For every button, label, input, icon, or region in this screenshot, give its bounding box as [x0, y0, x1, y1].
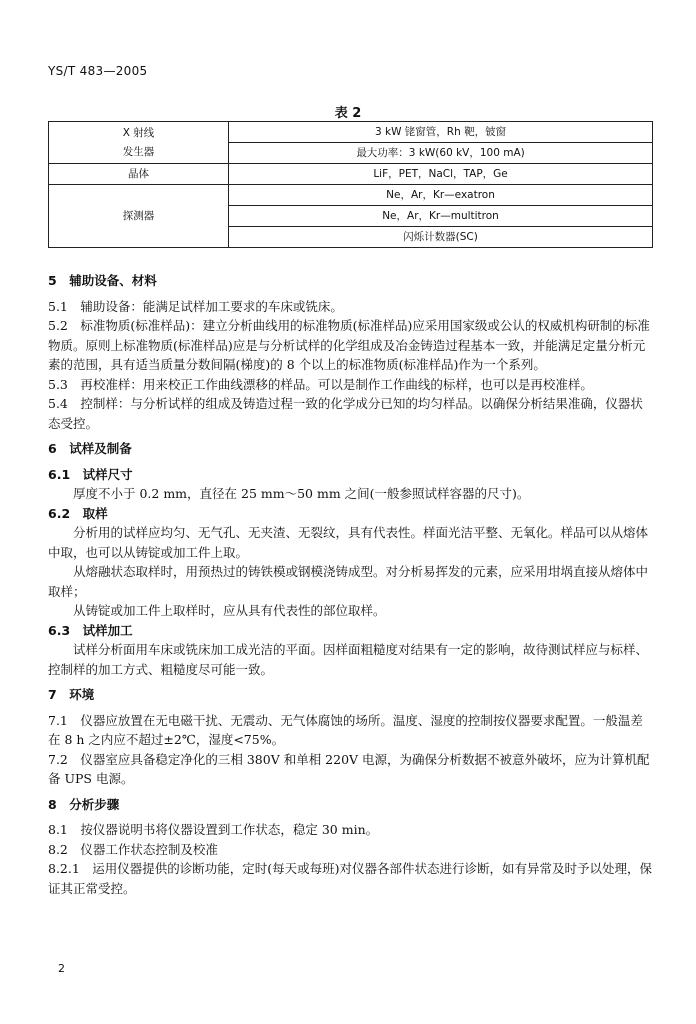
para-5-3: 5.3 再校准样：用来校正工作曲线漂移的样品。可以是制作工作曲线的标样，也可以是再校准样。: [48, 376, 593, 392]
document-body: [48, 265, 653, 898]
heading-6-2: 6.2 取样: [48, 505, 108, 521]
xray-value-1: 3 kW 铑窗管，Rh 靶，铍窗: [229, 122, 653, 143]
detector-value-3: 闪烁计数器(SC): [229, 227, 653, 248]
para-8-2: 8.2 仪器工作状态控制及校准: [48, 841, 218, 857]
document-code: YS/T 483—2005: [48, 64, 148, 78]
section-6-title: 6 试样及制备: [48, 441, 132, 456]
para-5-1: 5.1 辅助设备：能满足试样加工要求的车床或铣床。: [48, 298, 343, 314]
detector-value-2: Ne，Ar，Kr—multitron: [229, 206, 653, 227]
para-5-4: 5.4 控制样：与分析试样的组成及铸造过程一致的化学成分已知的均匀样品。以确保分析结果准确，仪器状态受控。: [48, 396, 643, 431]
section-5-title: 5 辅助设备、材料: [48, 273, 157, 288]
page-number: 2: [58, 962, 65, 975]
para-6-1: 厚度不小于 0.2 mm，直径在 25 mm～50 mm 之间(一般参照试样容器的尺寸)。: [73, 486, 530, 501]
detector-label: 探测器: [49, 185, 229, 248]
para-6-3: 试样分析面用车床或铣床加工成光洁的平面。因样面粗糙度对结果有一定的影响，故待测试样应与标样、控制样的加工方式、粗糙度尽可能一致。: [48, 642, 649, 677]
table-caption: 表 2: [334, 106, 362, 121]
crystal-label: 晶体: [49, 164, 229, 185]
para-7-2: 7.2 仪器室应具备稳定净化的三相 380V 和单相 220V 电源，为确保分析数据不被意外破坏，应为计算机配备 UPS 电源。: [48, 751, 650, 786]
heading-6-1: 6.1 试样尺寸: [48, 466, 133, 482]
para-6-2-a: 分析用的试样应均匀、无气孔、无夹渣、无裂纹，具有代表性。样面光洁平整、无氧化。样品可以从熔体中取，也可以从铸锭或加工件上取。: [48, 525, 649, 560]
para-6-2-b: 从熔融状态取样时，用预热过的铸铁模或钢模浇铸成型。对分析易挥发的元素，应采用坩埚直接从熔体中取样；: [48, 564, 649, 599]
heading-6-3: 6.3 试样加工: [48, 622, 133, 638]
para-8-1: 8.1 按仪器说明书将仪器设置到工作状态，稳定 30 min。: [48, 822, 379, 837]
detector-value-1: Ne，Ar，Kr—exatron: [229, 185, 653, 206]
section-7-title: 7 环境: [48, 687, 95, 702]
para-6-2-c: 从铸锭或加工件上取样时，应从具有代表性的部位取样。: [73, 603, 386, 618]
para-7-1: 7.1 仪器应放置在无电磁干扰、无震动、无气体腐蚀的场所。温度、湿度的控制按仪器要求配置。一般温差在 8 h 之内应不超过±2℃，湿度<75%。: [48, 712, 643, 747]
crystal-value: LiF，PET，NaCl，TAP，Ge: [229, 164, 653, 185]
para-5-2: 5.2 标准物质(标准样品)：建立分析曲线用的标准物质(标准样品)应采用国家级或公认的权威机构研制的标准物质。原则上标准物质(标准样品)应是与分析试样的化学组成及冶金铸造过程基本一致，并能满足定量分析元素的范围，具有适当质量分数间隔(梯度)的 8 个以上的标准物质(标准样品)作为一个系列。: [48, 318, 650, 372]
xray-label: X 射线 发生器: [49, 122, 229, 164]
spec-table: [48, 121, 653, 248]
para-8-2-1: 8.2.1 运用仪器提供的诊断功能，定时(每天或每班)对仪器各部件状态进行诊断，如有异常及时予以处理，保证其正常受控。: [48, 861, 653, 896]
xray-value-2: 最大功率：3 kW(60 kV，100 mA): [229, 143, 653, 164]
section-8-title: 8 分析步骤: [48, 796, 120, 812]
